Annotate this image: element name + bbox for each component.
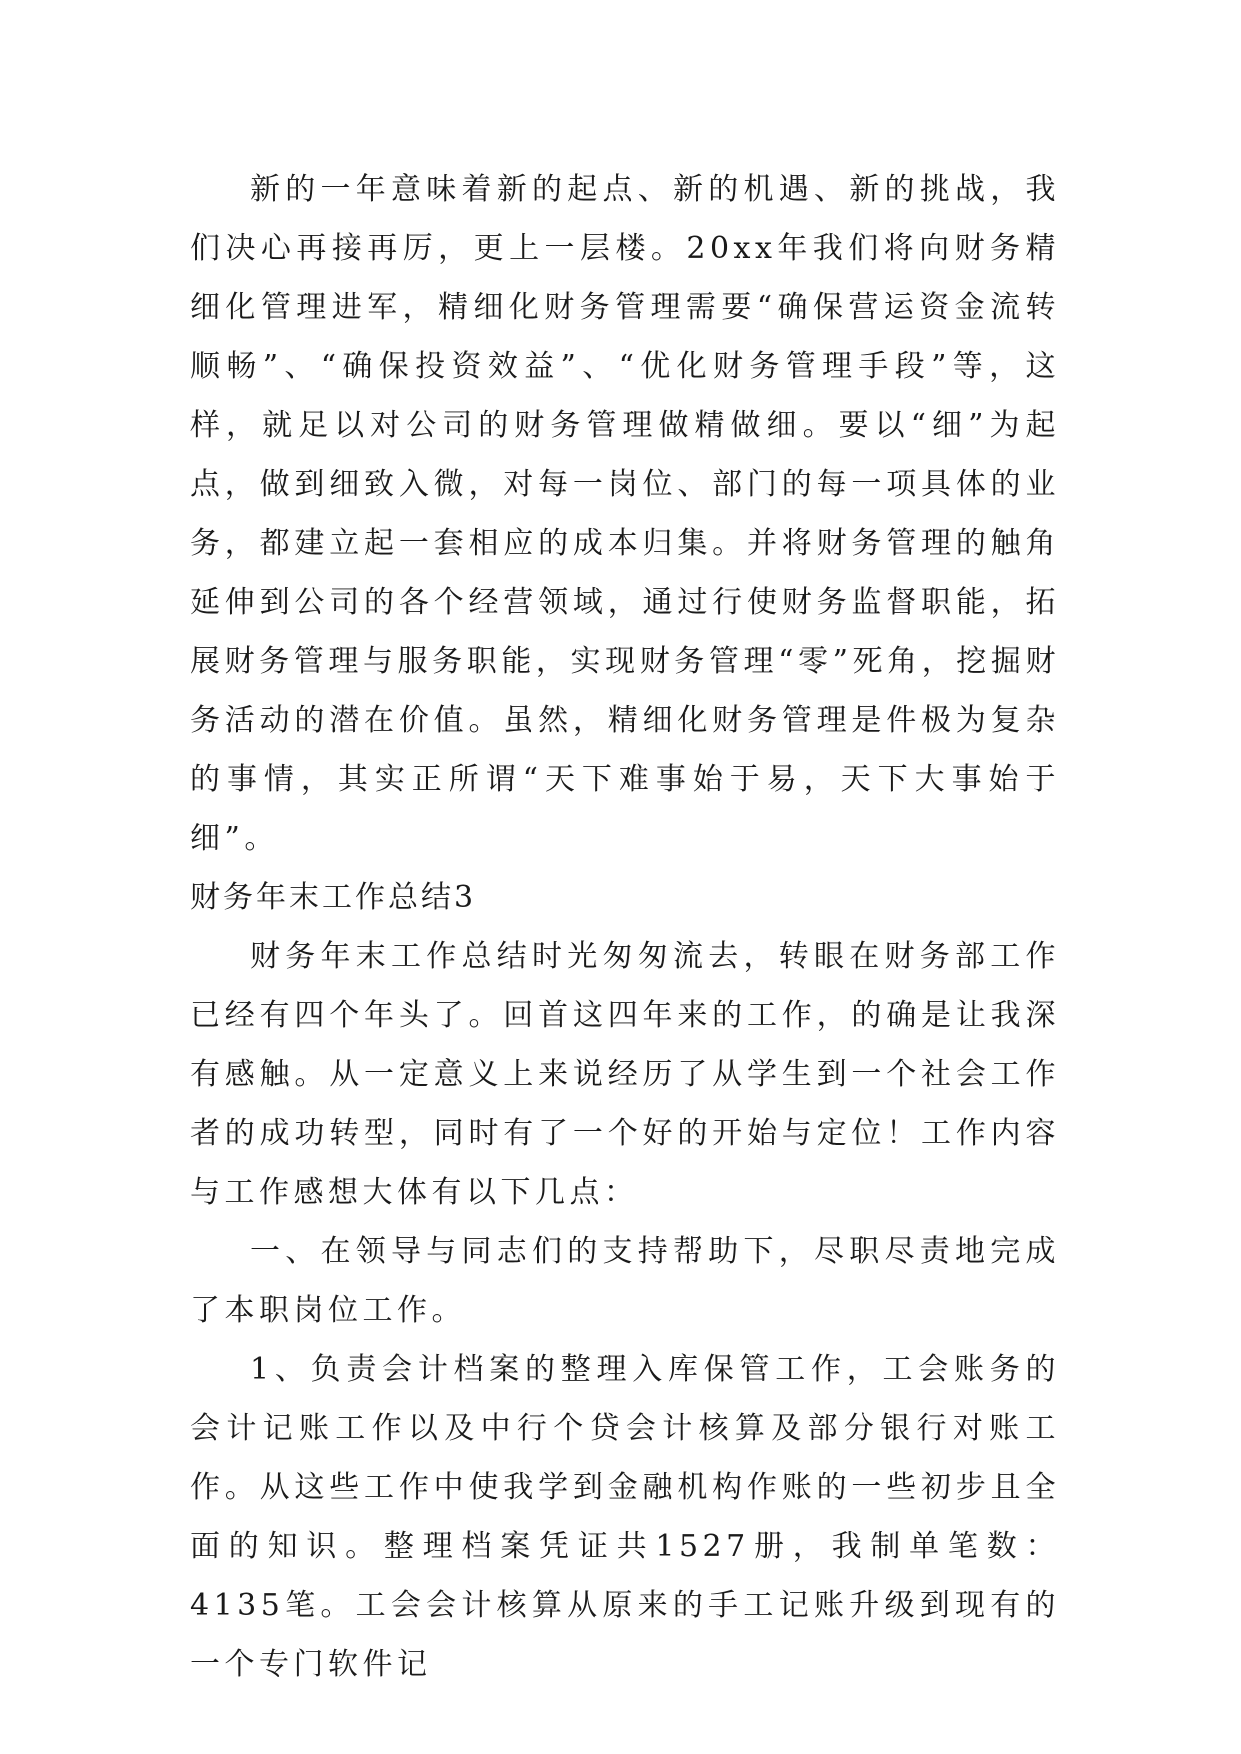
section-heading: 财务年末工作总结3 [190, 880, 477, 915]
paragraph-financial-refinement: 新的一年意味着新的起点、新的机遇、新的挑战，我们决心再接再厉，更上一层楼。20xx年我们将向财务精细化管理进军，精细化财务管理需要“确保营运资金流转顺畅”、“确保投资效益”、“优化财务管理手段”等，这样，就足以对公司的财务管理做精做细。要以“细”为起点，做到细致入微，对每一岗位、部门的每一项具体的业务，都建立起一套相应的成本归集。并将财务管理的触角延伸到公司的各个经营领域，通过行使财务监督职能，拓展财务管理与服务职能，实现财务管理“零”死角，挖掘财务活动的潜在价值。虽然，精细化财务管理是件极为复杂的事情，其实正所谓“天下难事始于易，天下大事始于细”。 [190, 172, 1060, 856]
paragraph-item-1: 1、负责会计档案的整理入库保管工作，工会账务的会计记账工作以及中行个贷会计核算及部分银行对账工作。从这些工作中使我学到金融机构作账的一些初步且全面的知识。整理档案凭证共1527册，我制单笔数：4135笔。工会会计核算从原来的手工记账升级到现有的一个专门软件记 [190, 1352, 1060, 1682]
document-page [190, 160, 1060, 1694]
paragraph-intro: 财务年末工作总结时光匆匆流去，转眼在财务部工作已经有四个年头了。回首这四年来的工作，的确是让我深有感触。从一定意义上来说经历了从学生到一个社会工作者的成功转型，同时有了一个好的开始与定位！工作内容与工作感想大体有以下几点： [190, 939, 1060, 1210]
paragraph-point-one: 一、在领导与同志们的支持帮助下，尽职尽责地完成了本职岗位工作。 [190, 1234, 1060, 1328]
